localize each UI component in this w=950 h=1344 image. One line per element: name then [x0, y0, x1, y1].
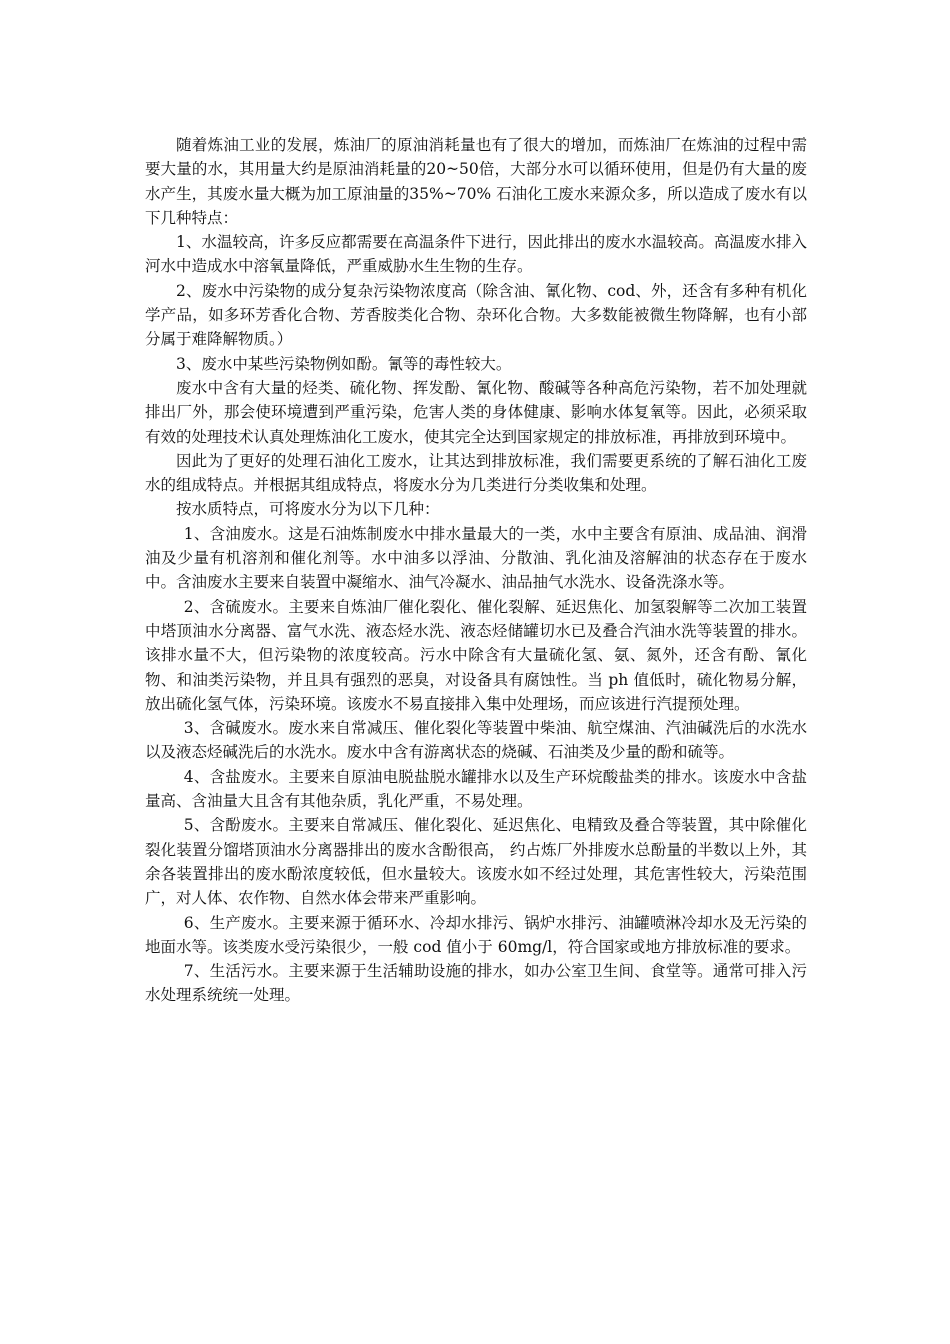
feature-item-1: 1、水温较高，许多反应都需要在高温条件下进行，因此排出的废水水温较高。高温废水排入河水中造成水中溶氧量降低，严重威胁水生生物的生存。: [145, 233, 807, 276]
wastewater-type-alkali: 3、含碱废水。废水来自常减压、催化裂化等装置中柴油、航空煤油、汽油碱洗后的水洗水以及液态烃碱洗后的水洗水。废水中含有游离状态的烧碱、石油类及少量的酚和硫等。: [145, 719, 807, 762]
wastewater-type-phenol: 5、含酚废水。主要来自常减压、催化裂化、延迟焦化、电精致及叠合等装置，其中除催化裂化装置分馏塔顶油水分离器排出的废水含酚很高， 约占炼厂外排废水总酚量的半数以上外，其余各装置排出的废水酚浓度较低，但水量较大。该废水如不经过处理，其危害性较大，污染范围广，对人体、农作物、自然水体会带来严重影响。: [145, 816, 807, 908]
pollution-paragraph: 废水中含有大量的烃类、硫化物、挥发酚、氰化物、酸碱等各种高危污染物，若不加处理就排出厂外，那会使环境遭到严重污染，危害人类的身体健康、影响水体复氧等。因此，必须采取有效的处理技术认真处理炼油化工废水，使其完全达到国家规定的排放标准，再排放到环境中。: [145, 378, 807, 446]
feature-item-2: 2、废水中污染物的成分复杂污染物浓度高（除含油、氰化物、cod、外，还含有多种有机化学产品，如多环芳香化合物、芳香胺类化合物、杂环化合物。大多数能被微生物降解，也有小部分属于难降解物质。）: [145, 281, 807, 349]
classification-intro: 按水质特点，可将废水分为以下几种：: [176, 500, 440, 519]
feature-item-3: 3、废水中某些污染物例如酚。氰等的毒性较大。: [176, 354, 512, 373]
intro-paragraph: 随着炼油工业的发展，炼油厂的原油消耗量也有了很大的增加，而炼油厂在炼油的过程中需要大量的水，其用量大约是原油消耗量的20~50倍，大部分水可以循环使用，但是仍有大量的废水产生，其废水量大概为加工原油量的35%~70% 石油化工废水来源众多，所以造成了废水有以下几种特点：: [145, 136, 807, 227]
wastewater-type-salt: 4、含盐废水。主要来自原油电脱盐脱水罐排水以及生产环烷酸盐类的排水。该废水中含盐量高、含油量大且含有其他杂质，乳化严重，不易处理。: [145, 767, 807, 811]
wastewater-type-domestic: 7、生活污水。主要来源于生活辅助设施的排水，如办公室卫生间、食堂等。通常可排入污水处理系统统一处理。: [145, 962, 807, 1005]
wastewater-type-sulfur: 2、含硫废水。主要来自炼油厂催化裂化、催化裂解、延迟焦化、加氢裂解等二次加工装置中塔顶油水分离器、富气水洗、液态烃水洗、液态烃储罐切水已及叠合汽油水洗等装置的排水。该排水量不大，但污染物的浓度较高。污水中除含有大量硫化氢、氨、氮外，还含有酚、氰化物、和油类污染物，并且具有强烈的恶臭，对设备具有腐蚀性。当 ph 值低时，硫化物易分解，放出硫化氢气体，污染环境。该废水不易直接排入集中处理场，而应该进行汽提预处理。: [145, 597, 807, 713]
wastewater-type-production: 6、生产废水。主要来源于循环水、冷却水排污、锅炉水排污、油罐喷淋冷却水及无污染的地面水等。该类废水受污染很少，一般 cod 值小于 60mg/l，符合国家或地方排放标准的要求。: [145, 913, 807, 956]
wastewater-type-oily: 1、含油废水。这是石油炼制废水中排水量最大的一类，水中主要含有原油、成品油、润滑油及少量有机溶剂和催化剂等。水中油多以浮油、分散油、乳化油及溶解油的状态存在于废水中。含油废水主要来自装置中凝缩水、油气冷凝水、油品抽气水洗水、设备洗涤水等。: [145, 524, 807, 592]
purpose-paragraph: 因此为了更好的处理石油化工废水，让其达到排放标准，我们需要更系统的了解石油化工废水的组成特点。并根据其组成特点，将废水分为几类进行分类收集和处理。: [145, 451, 807, 495]
document-body: [145, 133, 807, 1008]
